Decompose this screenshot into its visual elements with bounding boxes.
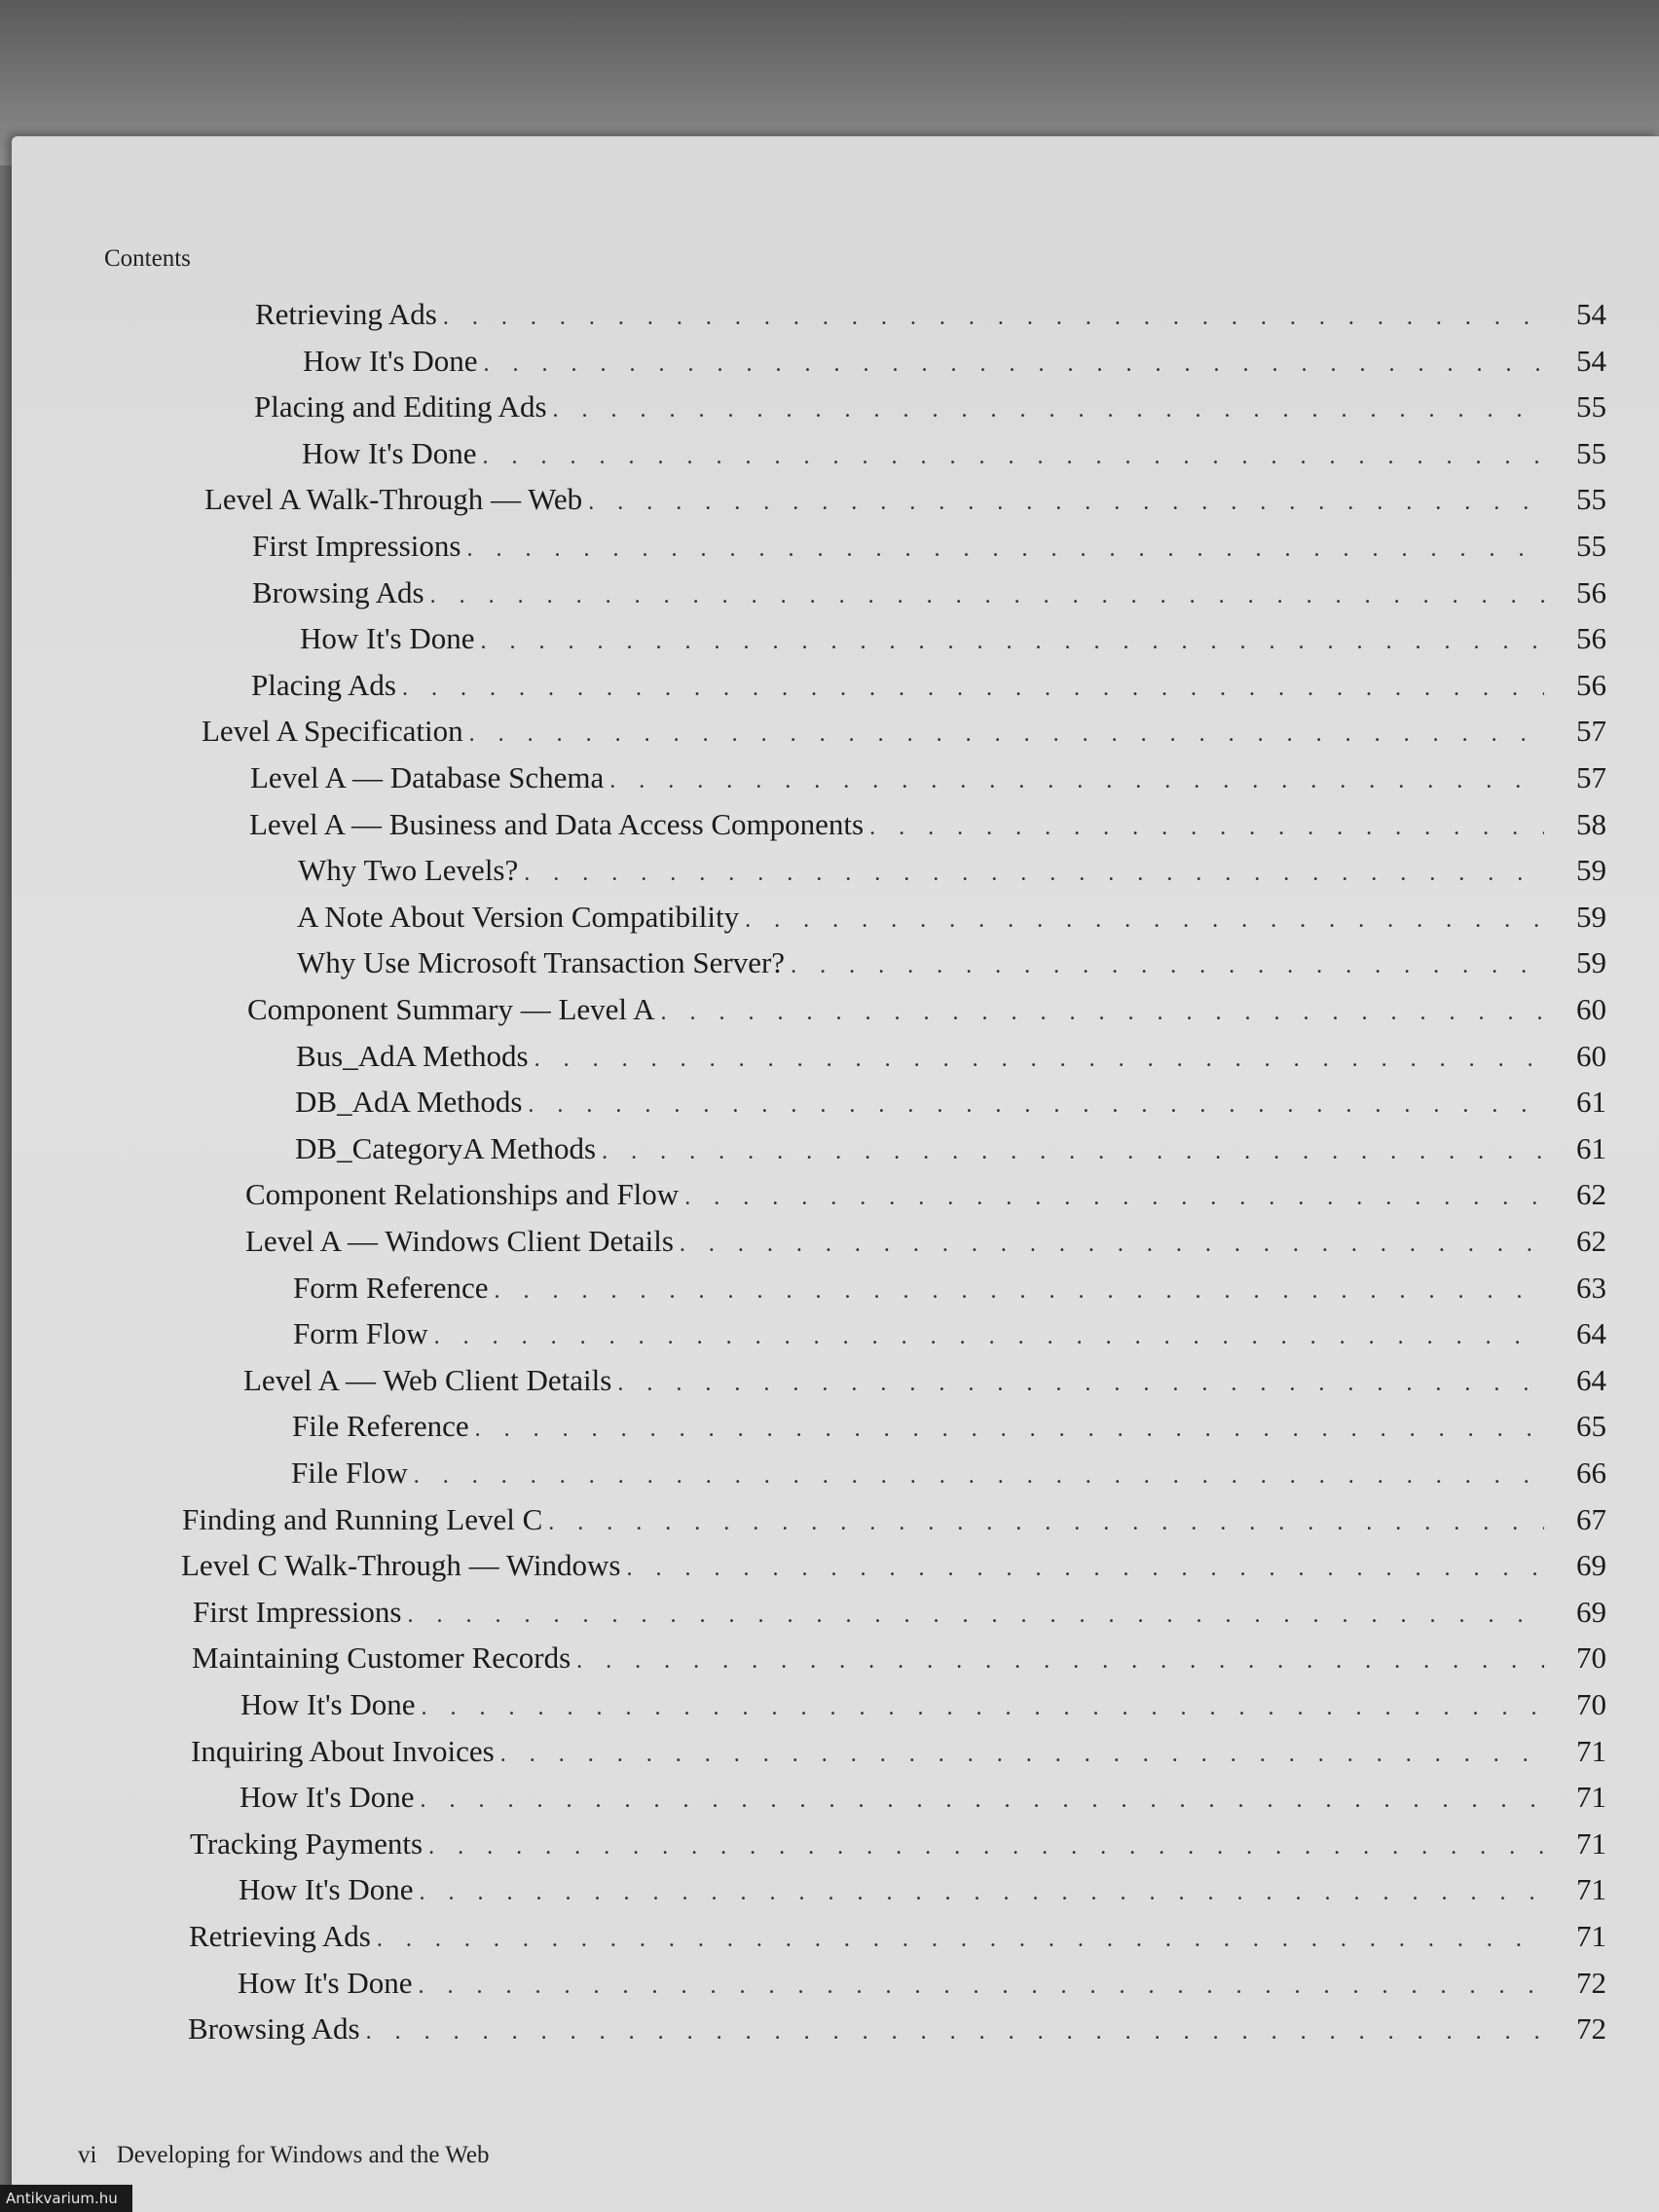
dot-leader — [576, 1648, 1544, 1675]
toc-entry-page: 70 — [1576, 1687, 1606, 1721]
dot-leader — [535, 1047, 1544, 1073]
dot-leader — [483, 444, 1544, 470]
toc-entry-page: 59 — [1576, 945, 1606, 979]
dot-leader — [414, 1463, 1544, 1490]
toc-entry-page: 61 — [1576, 1131, 1606, 1165]
dot-leader — [684, 1185, 1544, 1211]
dot-leader — [481, 629, 1544, 655]
toc-entry-title: Component Summary — Level A — [247, 992, 655, 1026]
toc-entry — [298, 853, 1606, 892]
toc-entry-page: 64 — [1576, 1363, 1606, 1397]
toc-entry-title: Browsing Ads — [252, 575, 424, 609]
toc-entry — [245, 1177, 1606, 1216]
toc-entry — [191, 1734, 1606, 1773]
toc-entry — [255, 297, 1606, 336]
toc-entry-title: A Note About Version Compatibility — [297, 900, 740, 934]
toc-entry — [291, 1456, 1606, 1494]
toc-entry — [182, 1502, 1606, 1541]
dot-leader — [420, 1880, 1544, 1906]
page-footer — [78, 2142, 490, 2169]
toc-entry-title: Level C Walk-Through — Windows — [181, 1548, 621, 1582]
toc-entry — [188, 2011, 1606, 2050]
dot-leader — [548, 1510, 1544, 1536]
dot-leader — [469, 721, 1544, 748]
toc-entry-title: How It's Done — [240, 1687, 416, 1721]
toc-entry-page: 57 — [1576, 760, 1606, 794]
toc-entry-title: DB_CategoryA Methods — [295, 1131, 597, 1165]
toc-entry-title: How It's Done — [303, 344, 478, 378]
toc-entry-title: Level A — Database Schema — [250, 760, 605, 794]
toc-entry-title: How It's Done — [302, 436, 477, 470]
toc-entry-page: 71 — [1576, 1780, 1606, 1814]
toc-entry-title: Inquiring About Invoices — [191, 1734, 495, 1768]
toc-entry-page: 60 — [1576, 1039, 1606, 1073]
dot-leader — [660, 1000, 1544, 1026]
dot-leader — [791, 953, 1544, 979]
toc-entry-page: 58 — [1576, 807, 1606, 841]
toc-entry-page: 72 — [1576, 2011, 1606, 2046]
watermark-label: Antikvarium.hu — [0, 2185, 132, 2212]
toc-entry-page: 61 — [1576, 1085, 1606, 1119]
toc-entry-title: Browsing Ads — [188, 2011, 360, 2046]
toc-entry — [249, 807, 1606, 846]
page-folio: vi — [78, 2142, 97, 2168]
toc-entry-page: 54 — [1576, 297, 1606, 331]
dot-leader — [419, 1973, 1544, 2000]
dot-leader — [484, 351, 1544, 378]
toc-entry-page: 64 — [1576, 1316, 1606, 1350]
toc-entry-page: 56 — [1576, 621, 1606, 655]
dot-leader — [745, 907, 1544, 934]
toc-entry — [252, 575, 1606, 614]
toc-entry — [297, 900, 1606, 939]
toc-entry-title: First Impressions — [252, 529, 461, 563]
dot-leader — [475, 1417, 1544, 1443]
toc-entry-title: Level A Specification — [202, 714, 463, 748]
toc-entry — [295, 1085, 1606, 1124]
dot-leader — [588, 490, 1544, 516]
toc-entry-title: Tracking Payments — [190, 1826, 424, 1861]
toc-entry — [252, 529, 1606, 568]
toc-entry-title: Bus_AdA Methods — [296, 1039, 529, 1073]
toc-entry-title: File Reference — [292, 1409, 469, 1443]
toc-entry-title: Retrieving Ads — [189, 1919, 371, 1953]
book-title: Developing for Windows and the Web — [116, 2142, 490, 2168]
dot-leader — [430, 583, 1544, 609]
dot-leader — [500, 1742, 1544, 1768]
dot-leader — [553, 397, 1544, 424]
toc-entry-page: 65 — [1576, 1409, 1606, 1443]
toc-entry-page: 67 — [1576, 1502, 1606, 1536]
toc-entry-title: Component Relationships and Flow — [245, 1177, 680, 1211]
toc-entry-page: 63 — [1576, 1271, 1606, 1305]
toc-entry-title: First Impressions — [193, 1595, 402, 1629]
toc-entry-page: 55 — [1576, 436, 1606, 470]
toc-entry-title: Maintaining Customer Records — [192, 1641, 571, 1675]
dot-leader — [680, 1232, 1544, 1258]
dot-leader — [434, 1324, 1544, 1350]
dot-leader — [602, 1139, 1544, 1165]
toc-entry-page: 56 — [1576, 575, 1606, 609]
toc-entry-page: 62 — [1576, 1224, 1606, 1258]
toc-entry — [296, 1039, 1606, 1078]
toc-entry-title: Why Two Levels? — [298, 853, 519, 887]
toc-entry-title: Retrieving Ads — [255, 297, 437, 331]
toc-entry — [293, 1271, 1606, 1309]
toc-entry — [251, 668, 1606, 707]
toc-entry-title: Form Flow — [293, 1316, 428, 1350]
toc-entry-page: 59 — [1576, 900, 1606, 934]
toc-entry-page: 62 — [1576, 1177, 1606, 1211]
toc-entry-page: 57 — [1576, 714, 1606, 748]
toc-entry-page: 55 — [1576, 482, 1606, 516]
toc-entry-page: 55 — [1576, 389, 1606, 424]
toc-entry-title: DB_AdA Methods — [295, 1085, 523, 1119]
toc-entry-title: Level A — Windows Client Details — [245, 1224, 674, 1258]
toc-entry-page: 72 — [1576, 1966, 1606, 2000]
toc-entry — [240, 1780, 1606, 1819]
toc-entry-page: 54 — [1576, 344, 1606, 378]
toc-entry — [238, 1966, 1606, 2005]
toc-entry — [202, 714, 1606, 753]
dot-leader — [466, 536, 1544, 563]
toc-entry-page: 59 — [1576, 853, 1606, 887]
toc-entry-title: How It's Done — [240, 1780, 415, 1814]
toc-entry — [302, 436, 1606, 475]
toc-entry — [297, 945, 1606, 984]
toc-entry-title: File Flow — [291, 1456, 408, 1490]
toc-entry — [204, 482, 1606, 521]
toc-entry-page: 60 — [1576, 992, 1606, 1026]
toc-entry — [240, 1687, 1606, 1726]
toc-entry — [243, 1363, 1606, 1402]
toc-entry-page: 71 — [1576, 1872, 1606, 1906]
toc-entry-page: 69 — [1576, 1595, 1606, 1629]
dot-leader — [617, 1371, 1544, 1397]
dot-leader — [377, 1927, 1544, 1953]
dot-leader — [609, 768, 1544, 794]
toc-entry-title: Why Use Microsoft Transaction Server? — [297, 945, 786, 979]
dot-leader — [443, 305, 1544, 331]
dot-leader — [626, 1556, 1544, 1582]
toc-entry-page: 66 — [1576, 1456, 1606, 1490]
toc-entry-page: 69 — [1576, 1548, 1606, 1582]
toc-entry-page: 70 — [1576, 1641, 1606, 1675]
toc-entry — [239, 1872, 1606, 1911]
toc-entry-page: 56 — [1576, 668, 1606, 702]
toc-entry — [190, 1826, 1606, 1865]
toc-entry — [303, 344, 1606, 383]
toc-entry — [192, 1641, 1606, 1679]
toc-entry — [247, 992, 1606, 1031]
toc-entry — [181, 1548, 1606, 1587]
dot-leader — [422, 1695, 1544, 1721]
dot-leader — [869, 815, 1544, 841]
toc-entry-page: 71 — [1576, 1734, 1606, 1768]
toc-entry — [292, 1409, 1606, 1448]
toc-entry — [293, 1316, 1606, 1355]
toc-entry-page: 55 — [1576, 529, 1606, 563]
toc-entry — [189, 1919, 1606, 1958]
toc-entry — [245, 1224, 1606, 1263]
dot-leader — [495, 1278, 1544, 1305]
toc-entry — [250, 760, 1606, 799]
toc-entry-title: How It's Done — [238, 1966, 413, 2000]
toc-entry — [254, 389, 1606, 428]
toc-entry — [295, 1131, 1606, 1170]
toc-entry — [300, 621, 1606, 660]
running-head: Contents — [104, 245, 191, 272]
dot-leader — [366, 2019, 1544, 2046]
toc-entry-title: Level A Walk-Through — Web — [204, 482, 583, 516]
dot-leader — [407, 1603, 1544, 1629]
toc-entry-title: How It's Done — [239, 1872, 414, 1906]
dot-leader — [524, 861, 1544, 887]
dot-leader — [402, 676, 1544, 702]
dot-leader — [421, 1788, 1544, 1814]
toc-entry-title: How It's Done — [300, 621, 475, 655]
toc-entry-title: Form Reference — [293, 1271, 489, 1305]
toc-entry-title: Placing and Editing Ads — [254, 389, 547, 424]
toc-entry-title: Placing Ads — [251, 668, 396, 702]
toc-entry-title: Finding and Running Level C — [182, 1502, 543, 1536]
toc-entry-page: 71 — [1576, 1826, 1606, 1861]
toc-entry-page: 71 — [1576, 1919, 1606, 1953]
dot-leader — [528, 1092, 1544, 1119]
toc-entry-title: Level A — Business and Data Access Components — [249, 807, 865, 841]
dot-leader — [428, 1834, 1544, 1861]
toc-entry — [193, 1595, 1606, 1634]
toc-entry-title: Level A — Web Client Details — [243, 1363, 612, 1397]
